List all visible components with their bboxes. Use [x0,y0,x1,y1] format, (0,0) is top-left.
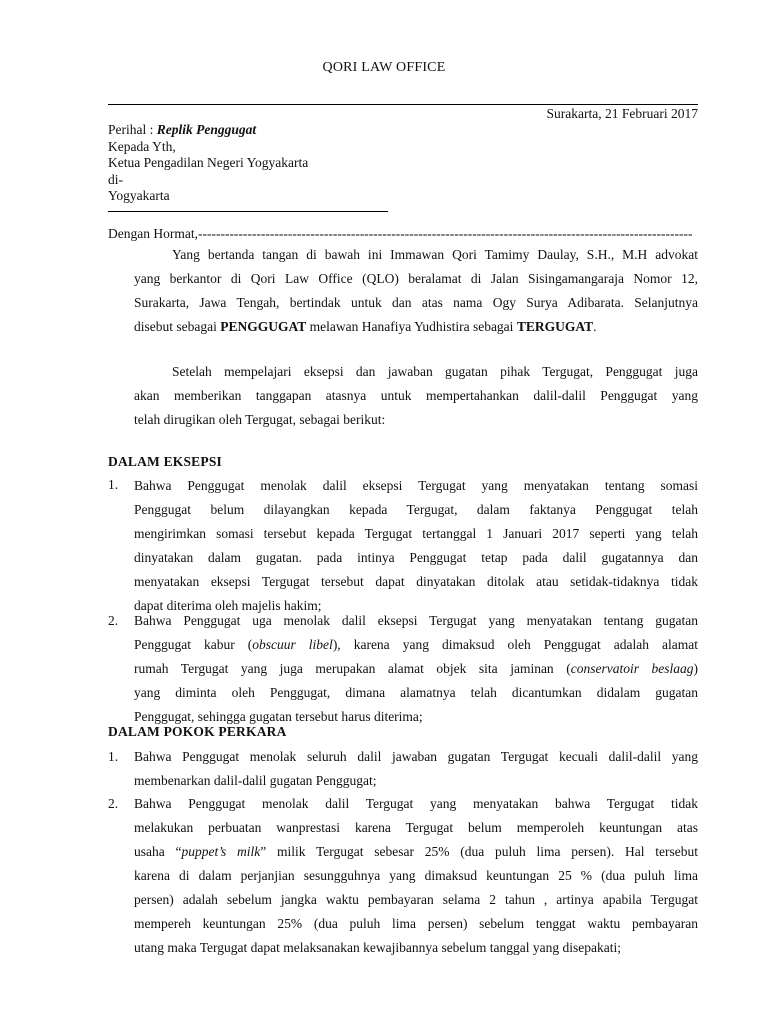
letter-date: Surakarta, 21 Februari 2017 [546,106,698,121]
intro-line: Yang bertanda tangan di bawah ini Immawan Qori Tamimy Daulay, S.H., M.H advokat [172,247,698,262]
list-line: dapat diterima oleh majelis hakim; [134,598,322,613]
list-line: utang maka Tergugat dapat melaksanakan kewajibannya sebelum tanggal yang disepakati; [134,940,622,955]
address-line-1: Kepada Yth, [108,138,176,154]
list-line: Penggugat, sehingga gugatan tersebut harus diterima; [134,709,423,724]
intro-paragraph [134,243,698,339]
list-line: rumah Tergugat yang juga merupakan alamat objek sita jaminan (conservatoir beslaag) [134,661,698,676]
response-line: akan memberikan tanggapan atasnya untuk mempertahankan dalil-dalil Penggugat yang [134,388,698,403]
list-line: Bahwa Penggugat menolak seluruh dalil jawaban gugatan Tergugat kecuali dalil-dalil yang [134,749,698,764]
greeting: Dengan Hormat,-------------------------------------------------------------------------------------------------------------- [108,226,693,241]
list-line: persen) adalah sebelum jangka waktu pembayaran selama 2 tahun , artinya apabila Tergugat [134,892,698,907]
address-line-3: di- [108,171,123,187]
perihal-value: Replik Penggugat [156,122,257,137]
perihal-line [108,122,308,139]
eksepsi-item-1 [134,474,698,618]
letterhead-title: QORI LAW OFFICE [322,60,446,75]
list-line: membenarkan dalil-dalil gugatan Penggugat; [134,773,377,788]
tergugat-term: TERGUGAT [516,319,594,334]
list-line: Bahwa Penggugat menolak dalil Tergugat yang menyatakan bahwa Tergugat tidak [134,796,698,811]
list-number: 1. [108,749,119,764]
address-line-4: Yogyakarta [108,188,170,203]
pokok-item-2 [134,792,698,960]
list-line: karena di dalam perjanjian sesungguhnya yang dimaksud keuntungan 25 % (dua puluh lima [134,868,698,883]
eksepsi-item-2 [134,609,698,729]
list-line: dinyatakan dalam gugatan. pada intinya Penggugat tetap pada dalil gugatannya dan [134,550,698,565]
perihal-label: Perihal : [108,122,154,137]
header-rule [108,104,698,105]
list-number: 1. [108,477,119,492]
list-number: 2. [108,796,119,811]
response-line: telah dirugikan oleh Tergugat, sebagai berikut: [134,412,386,427]
latin-term: obscuur libel [252,637,333,652]
response-line: Setelah mempelajari eksepsi dan jawaban gugatan pihak Tergugat, Penggugat juga [172,364,698,379]
list-line: yang diminta oleh Penggugat, dimana alamatnya telah dicantumkan didalam gugatan [134,685,698,700]
latin-term: conservatoir beslaag [570,661,694,676]
address-line-2: Ketua Pengadilan Negeri Yogyakarta [108,155,309,170]
list-line: melakukan perbuatan wanprestasi karena Tergugat belum memperoleh keuntungan atas [134,820,698,835]
list-line: Penggugat belum dilayangkan kepada Tergugat, dalam faktanya Penggugat telah [134,502,698,517]
list-line: mempereh keuntungan 25% (dua puluh lima persen) sebelum tenggat waktu pembayaran [134,916,698,931]
list-line: mengirimkan somasi tersebut kepada Tergugat tertanggal 1 Januari 2017 seperti yang telah [134,526,698,541]
list-line: Penggugat kabur (obscuur libel), karena yang dimaksud oleh Penggugat adalah alamat [134,637,698,652]
address-rule [108,211,388,212]
address-block [108,122,308,205]
list-line: usaha “puppet’s milk” milik Tergugat sebesar 25% (dua puluh lima persen). Hal tersebut [134,844,699,859]
section-heading-pokok-perkara: DALAM POKOK PERKARA [108,724,287,739]
list-line: menyatakan eksepsi Tergugat tersebut dapat dinyatakan ditolak atau setidak-tidaknya tidak [134,574,698,589]
list-line: Bahwa Penggugat menolak dalil eksepsi Tergugat yang menyatakan tentang somasi [134,478,698,493]
penggugat-term: PENGGUGAT [220,319,307,334]
pokok-item-1 [134,745,698,793]
section-heading-eksepsi: DALAM EKSEPSI [108,454,222,469]
list-line: Bahwa Penggugat uga menolak dalil eksepsi Tergugat yang menyatakan tentang gugatan [134,613,698,628]
list-number: 2. [108,613,119,628]
intro-line: disebut sebagai PENGGUGAT melawan Hanafiya Yudhistira sebagai TERGUGAT. [134,319,597,334]
product-name: puppet’s milk [181,844,261,859]
intro-line: Surakarta, Jawa Tengah, bertindak untuk dan atas nama Ogy Surya Adibarata. Selanjutnya [134,295,698,310]
response-paragraph [134,360,698,432]
intro-line: yang berkantor di Qori Law Office (QLO) beralamat di Jalan Sisingamangaraja Nomor 12, [134,271,698,286]
